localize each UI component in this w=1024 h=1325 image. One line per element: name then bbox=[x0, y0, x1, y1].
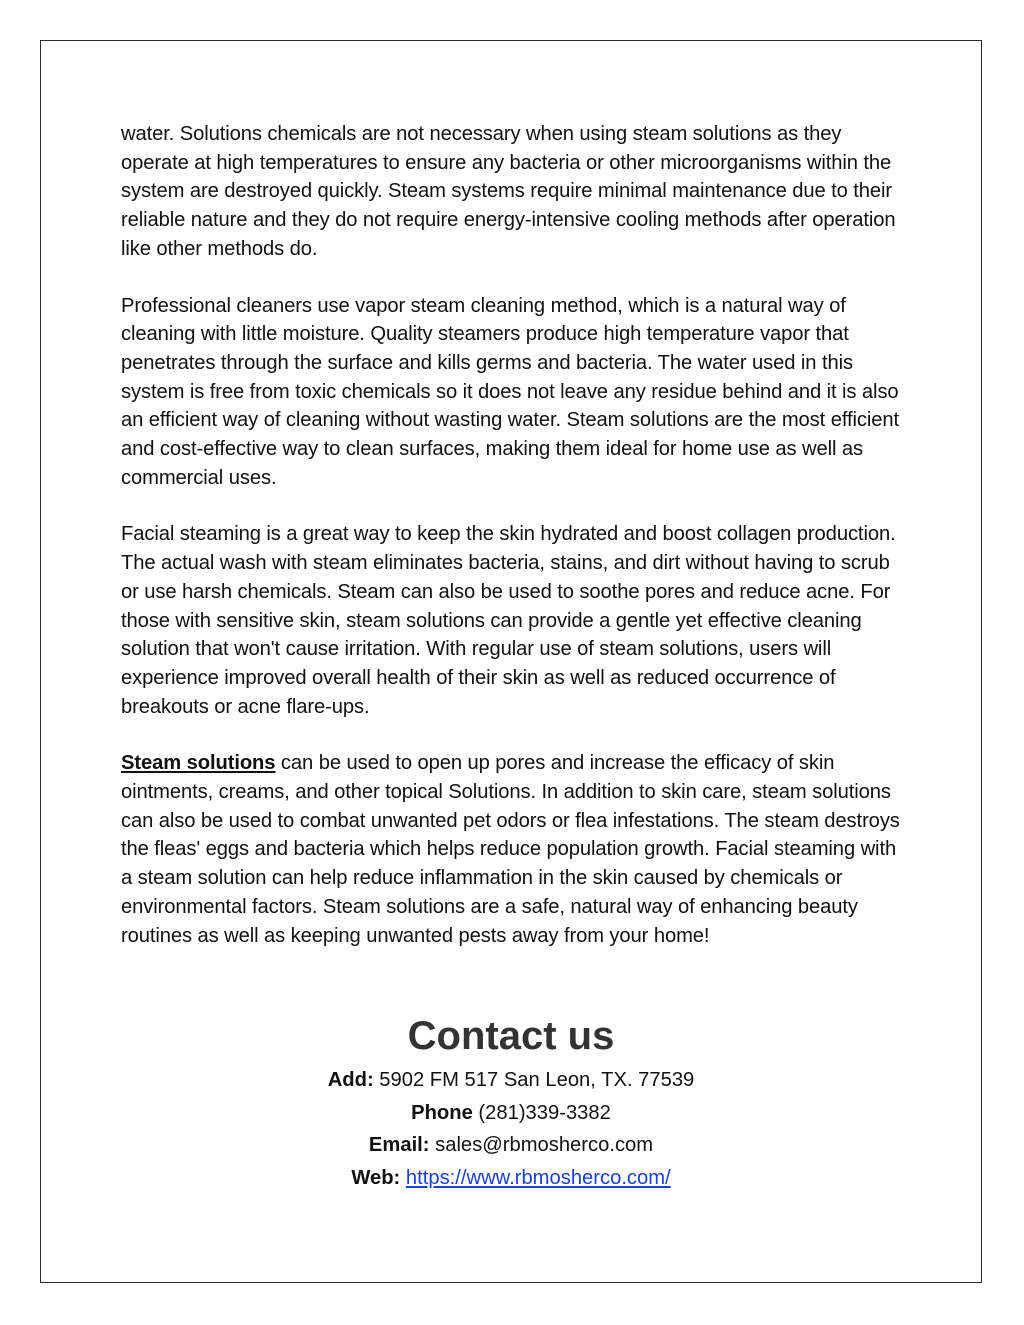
contact-email bbox=[40, 1129, 982, 1162]
email-value: sales@rbmosherco.com bbox=[435, 1134, 654, 1156]
paragraph-professional-cleaners: Professional cleaners use vapor steam cleaning method, which is a natural way of cleaning with little moisture. Quality steamers produce high temperature vapor that penetrates through the surface and kills germs and bacteria. The water used in this system is free from toxic chemicals so it does not leave any residue behind and it is also an efficient way of cleaning without wasting water. Steam solutions are the most efficient and cost-effective way to clean surfaces, making them ideal for home use as well as commercial uses. bbox=[121, 294, 899, 489]
address-label: Add: bbox=[327, 1069, 374, 1091]
paragraph-facial-steaming: Facial steaming is a great way to keep the skin hydrated and boost collagen production. The actual wash with steam eliminates bacteria, stains, and dirt without having to scrub or use harsh chemicals. Steam can also be used to soothe pores and reduce acne. For those with sensitive skin, steam solutions can provide a gentle yet effective cleaning solution that won't cause irritation. With regular use of steam solutions, users will experience improved overall health of their skin as well as reduced occurrence of breakouts or acne flare-ups. bbox=[121, 523, 896, 718]
paragraph-water-solutions: water. Solutions chemicals are not necessary when using steam solutions as they operate at high temperatures to ensure any bacteria or other microorganisms within the system are destroyed quickly. Steam systems require minimal maintenance due to their reliable nature and they do not require energy-intensive cooling methods after operation like other methods do. bbox=[121, 123, 896, 260]
address-value: 5902 FM 517 San Leon, TX. 77539 bbox=[379, 1069, 695, 1091]
contact-web bbox=[40, 1162, 982, 1195]
web-label: Web: bbox=[351, 1166, 401, 1189]
website-link[interactable]: https://www.rbmosherco.com/ bbox=[405, 1166, 671, 1189]
paragraph-steam-solutions bbox=[121, 749, 911, 950]
document-body bbox=[121, 120, 911, 978]
contact-address bbox=[40, 1064, 982, 1097]
contact-section bbox=[40, 1008, 982, 1194]
contact-phone bbox=[40, 1097, 982, 1130]
steam-solutions-link[interactable]: Steam solutions bbox=[121, 752, 276, 775]
paragraph-steam-solutions-text: can be used to open up pores and increase the efficacy of skin ointments, creams, and other topical Solutions. In addition to skin care, steam solutions can also be used to combat unwanted pet odors or flea infestations. The steam destroys the fleas' eggs and bacteria which helps reduce population growth. Facial steaming with a steam solution can help reduce inflammation in the skin caused by chemicals or environmental factors. Steam solutions are a safe, natural way of enhancing beauty routines as well as keeping unwanted pests away from your home! bbox=[121, 752, 900, 947]
phone-value: (281)339-3382 bbox=[478, 1101, 611, 1124]
phone-label: Phone bbox=[411, 1101, 473, 1124]
email-label: Email: bbox=[368, 1134, 430, 1156]
contact-title: Contact us bbox=[407, 1014, 615, 1058]
